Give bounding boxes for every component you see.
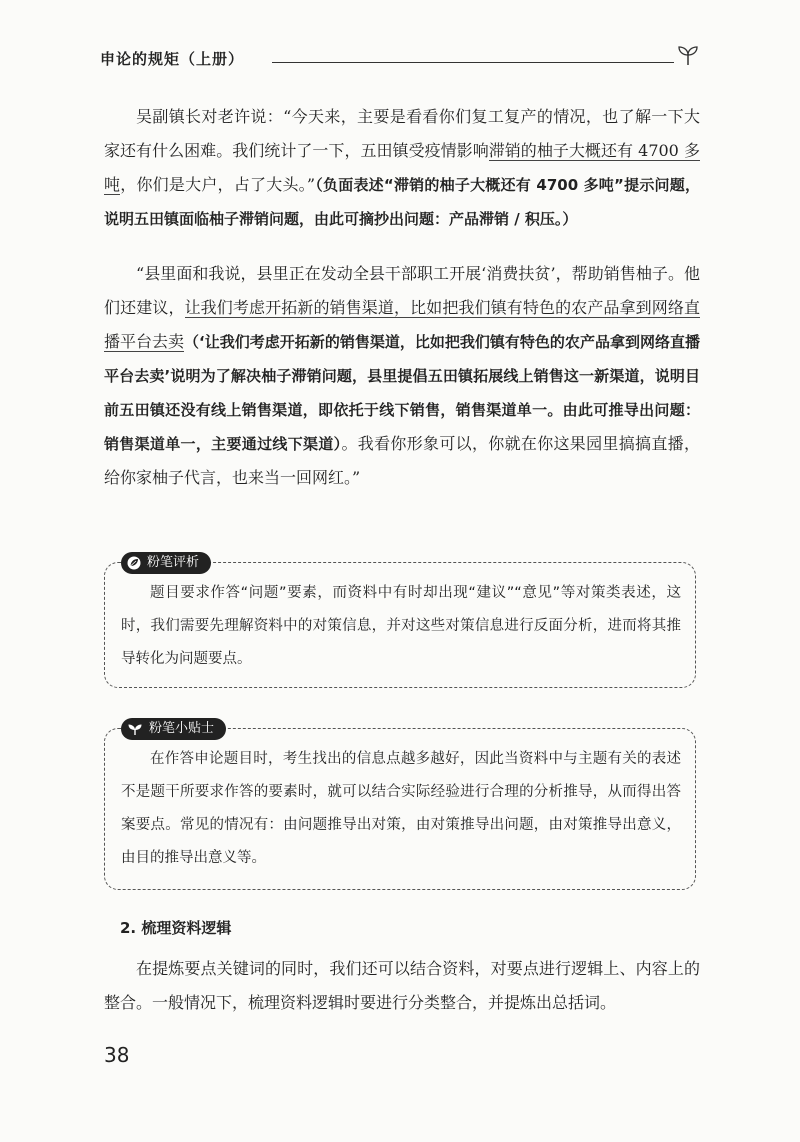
p1-underlined: 滞销的柚子大概还有 4700 多吨 (104, 141, 700, 194)
p2-text: “县里面和我说，县里正在发动全县干部职工开展‘消费扶贫’，帮助销售柚子。他们还建议， (104, 264, 700, 317)
p2-text-end: 。我看你形象可以，你就在你这果园里搞搞直播，给你家柚子代言，也来当一回网红。” (104, 434, 700, 487)
section-heading: 2. 梳理资料逻辑 (120, 919, 232, 937)
page-number: 38 (104, 1043, 130, 1067)
tips-box-title: 粉笔小贴士 (149, 721, 215, 736)
sprout-icon (676, 44, 700, 66)
p1-analysis: （负面表述“滞销的柚子大概还有 4700 多吨”提示问题，说明五田镇面临柚子滞销问题，由此可摘抄出问题：产品滞销 / 积压。） (104, 176, 700, 228)
p2-underlined: 让我们考虑开拓新的销售渠道，比如把我们镇有特色的农产品拿到网络直播平台去卖 (104, 298, 700, 351)
book-title: 申论的规矩（上册） (100, 50, 245, 68)
leaf-icon (127, 556, 141, 570)
sprout-tip-icon (127, 722, 143, 736)
tips-box (104, 721, 696, 890)
analysis-box-tab (121, 552, 211, 574)
analysis-box-title: 粉笔评析 (147, 555, 200, 570)
paragraph-1 (104, 100, 700, 236)
paragraph-2 (104, 257, 700, 495)
tips-box-tab (121, 718, 226, 740)
analysis-box-text: 题目要求作答“问题”要素，而资料中有时却出现“建议”“意见”等对策类表述，这时，我们需要先理解资料中的对策信息，并对这些对策信息进行反面分析，进而将其推导转化为问题要点。 (121, 585, 681, 667)
section-paragraph: 在提炼要点关键词的同时，我们还可以结合资料，对要点进行逻辑上、内容上的整合。一般情况下，梳理资料逻辑时要进行分类整合，并提炼出总括词。 (104, 959, 700, 1012)
header-rule (272, 62, 674, 63)
tips-box-text: 在作答申论题目时，考生找出的信息点越多越好，因此当资料中与主题有关的表述不是题干所要求作答的要素时，就可以结合实际经验进行合理的分析推导，从而得出答案要点。常见的情况有：由问题推导出对策，由对策推导出问题，由对策推导出意义，由目的推导出意义等。 (121, 751, 681, 866)
p2-analysis: （‘让我们考虑开拓新的销售渠道，比如把我们镇有特色的农产品拿到网络直播平台去卖’说明为了解决柚子滞销问题，县里提倡五田镇拓展线上销售这一新渠道，说明目前五田镇还没有线上销售渠道，即依托于线下销售，销售渠道单一。由此可推导出问题：销售渠道单一，主要通过线下渠道） (104, 333, 700, 453)
running-header (100, 44, 700, 68)
p1-text: 吴副镇长对老许说：“今天来，主要是看看你们复工复产的情况，也了解一下大家还有什么困难。我们统计了一下，五田镇受疫情影响 (104, 107, 700, 160)
p1-text-end: ，你们是大户，占了大头。” (120, 175, 316, 194)
analysis-box (104, 555, 696, 688)
